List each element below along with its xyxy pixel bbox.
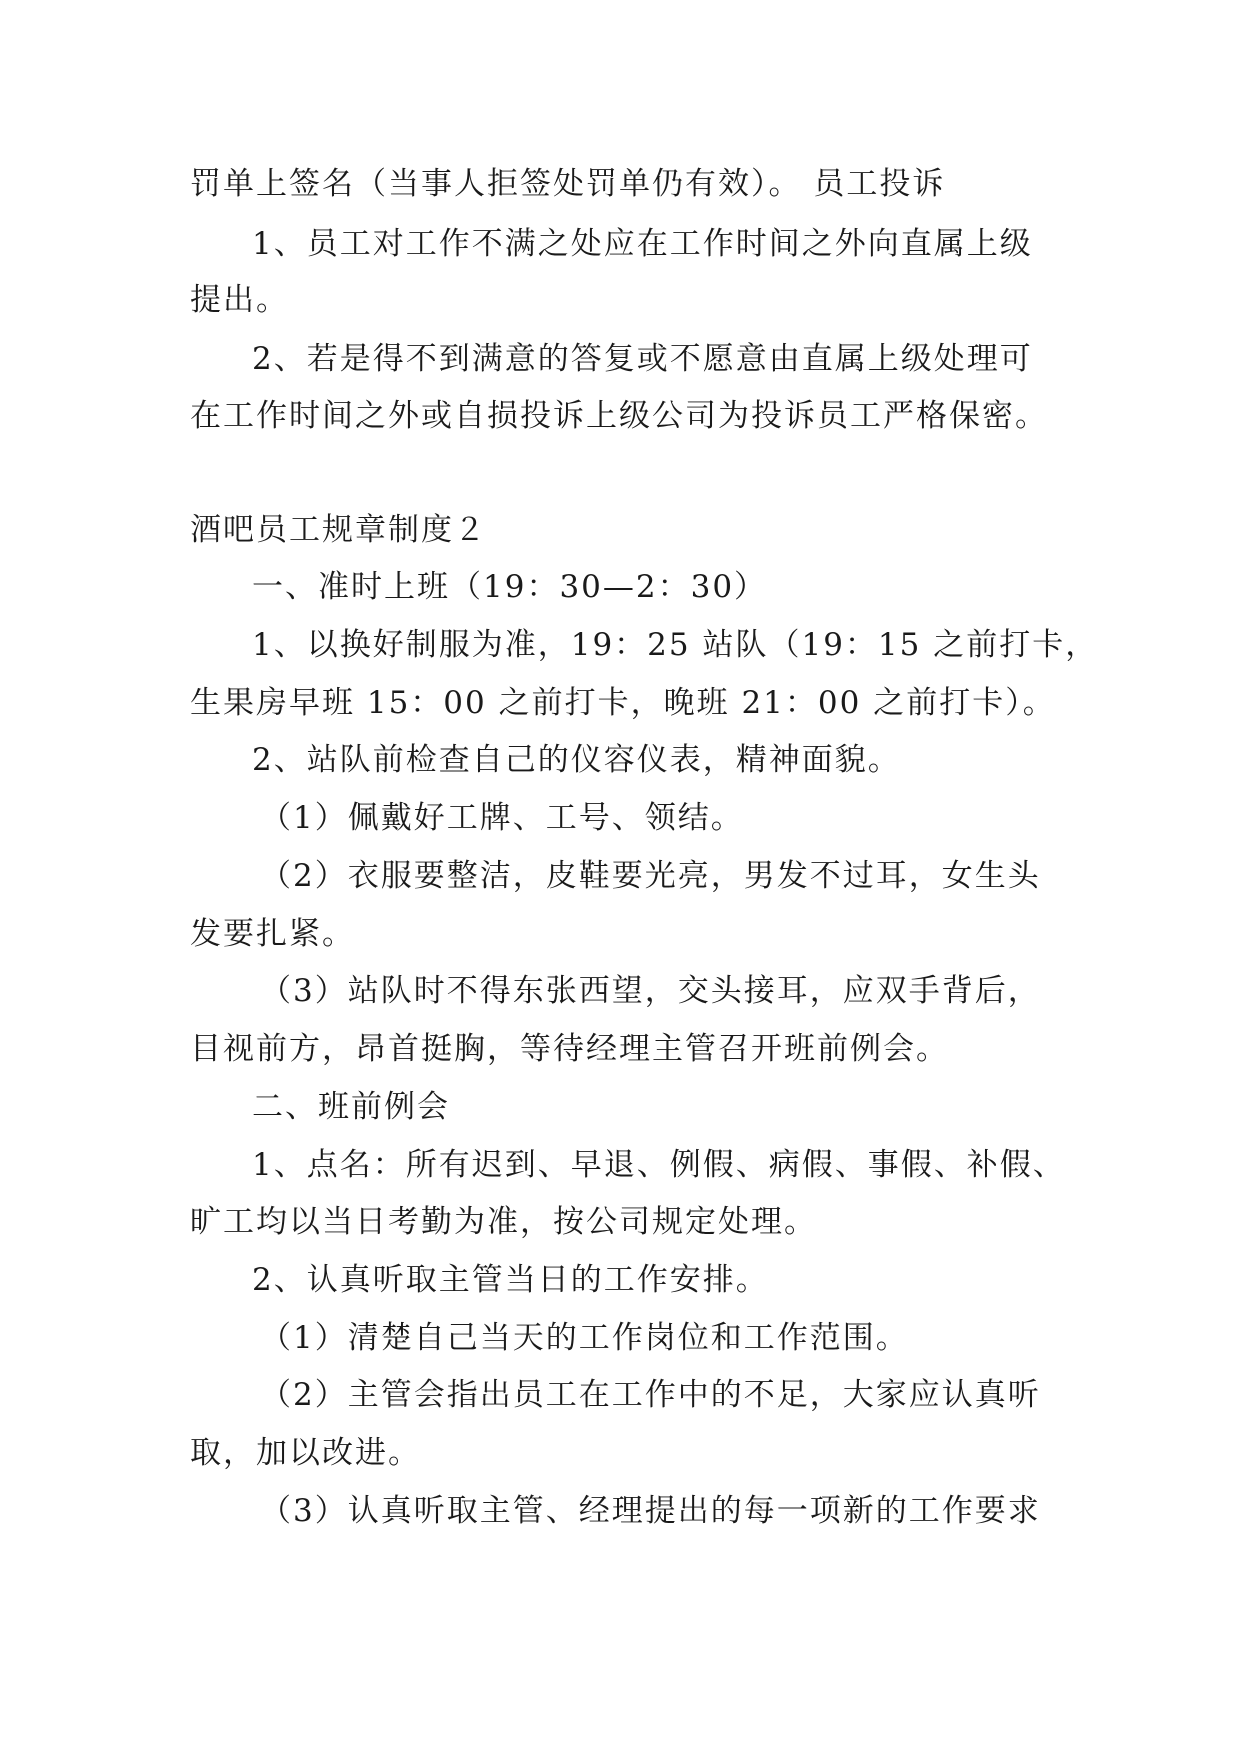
- text-line: （2）衣服要整洁，皮鞋要光亮，男发不过耳，女生头: [260, 858, 1041, 894]
- text-line: 提出。: [190, 282, 289, 318]
- text-line: 2、站队前检查自己的仪容仪表，精神面貌。: [252, 742, 901, 778]
- text-line: （2）主管会指出员工在工作中的不足，大家应认真听: [260, 1377, 1041, 1413]
- text-line: 目视前方，昂首挺胸，等待经理主管召开班前例会。: [190, 1031, 949, 1067]
- text-line: （3）站队时不得东张西望，交头接耳，应双手背后，: [260, 973, 1041, 1009]
- text-line: 罚单上签名（当事人拒签处罚单仍有效）。 员工投诉: [190, 166, 946, 202]
- text-line: （3）认真听取主管、经理提出的每一项新的工作要求: [260, 1493, 1041, 1529]
- text-line: （1）清楚自己当天的工作岗位和工作范围。: [260, 1320, 909, 1356]
- text-line: 取，加以改进。: [190, 1435, 421, 1471]
- text-line: 1、员工对工作不满之处应在工作时间之外向直属上级: [252, 226, 1033, 262]
- text-line: 2、认真听取主管当日的工作安排。: [252, 1262, 769, 1298]
- section-heading: 酒吧员工规章制度２: [190, 512, 487, 548]
- text-line: 1、以换好制服为准，19：25 站队（19：15 之前打卡，: [252, 627, 1099, 663]
- text-line: 二、班前例会: [252, 1089, 450, 1125]
- text-line: （1）佩戴好工牌、工号、领结。: [260, 800, 744, 836]
- text-line: 在工作时间之外或自损投诉上级公司为投诉员工严格保密。: [190, 398, 1048, 434]
- text-line: 生果房早班 15：00 之前打卡，晚班 21：00 之前打卡）。: [190, 685, 1056, 721]
- text-line: 一、准时上班（19：30—2：30）: [252, 569, 768, 605]
- text-line: 发要扎紧。: [190, 916, 355, 952]
- text-line: 旷工均以当日考勤为准，按公司规定处理。: [190, 1204, 817, 1240]
- text-line: 2、若是得不到满意的答复或不愿意由直属上级处理可: [252, 341, 1033, 377]
- text-line: 1、点名：所有迟到、早退、例假、病假、事假、补假、: [252, 1147, 1066, 1183]
